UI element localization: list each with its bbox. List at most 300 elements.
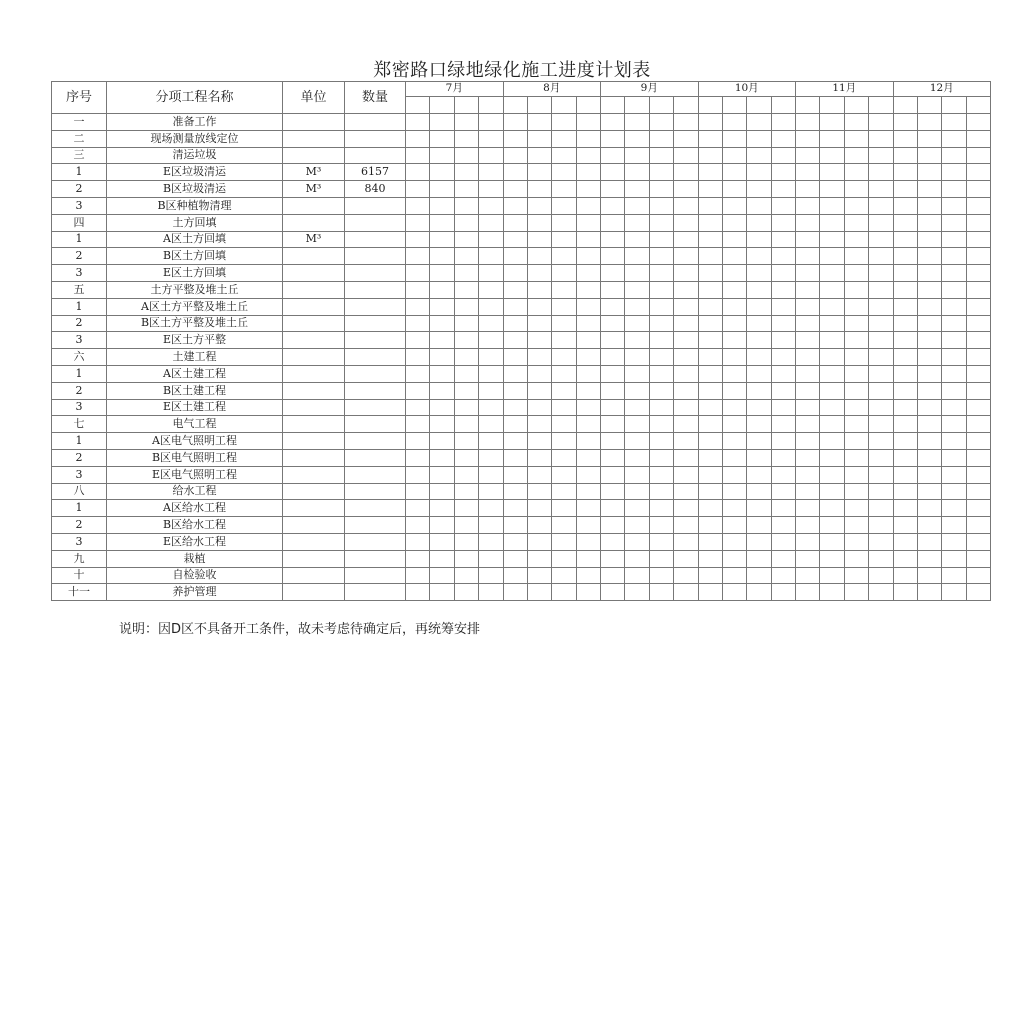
schedule-cell xyxy=(576,248,600,265)
schedule-cell xyxy=(552,298,576,315)
schedule-cell xyxy=(796,349,820,366)
schedule-cell xyxy=(674,517,698,534)
schedule-cell xyxy=(503,584,527,601)
schedule-cell xyxy=(917,500,941,517)
schedule-cell xyxy=(966,231,990,248)
schedule-cell xyxy=(479,298,503,315)
schedule-cell xyxy=(966,164,990,181)
schedule-cell xyxy=(625,147,649,164)
schedule-cell xyxy=(893,248,917,265)
schedule-cell xyxy=(893,298,917,315)
row-quantity xyxy=(345,382,406,399)
schedule-cell xyxy=(479,181,503,198)
schedule-cell xyxy=(503,281,527,298)
row-item-name: 养护管理 xyxy=(107,584,283,601)
footnote: 说明：因D区不具备开工条件，故未考虑待确定后，再统筹安排 xyxy=(119,622,481,637)
schedule-cell xyxy=(479,466,503,483)
schedule-cell xyxy=(576,315,600,332)
schedule-cell xyxy=(820,214,844,231)
schedule-cell xyxy=(527,550,551,567)
table-row xyxy=(52,449,991,466)
schedule-cell xyxy=(649,214,673,231)
schedule-cell xyxy=(406,550,430,567)
schedule-cell xyxy=(796,399,820,416)
schedule-cell xyxy=(771,130,795,147)
schedule-cell xyxy=(674,248,698,265)
schedule-cell xyxy=(942,130,966,147)
row-item-name: 栽植 xyxy=(107,550,283,567)
schedule-cell xyxy=(406,248,430,265)
schedule-cell xyxy=(722,533,746,550)
schedule-cell xyxy=(552,114,576,131)
schedule-cell xyxy=(406,315,430,332)
row-seq: 3 xyxy=(52,399,107,416)
schedule-cell xyxy=(479,114,503,131)
schedule-cell xyxy=(430,567,454,584)
schedule-cell xyxy=(430,365,454,382)
schedule-cell xyxy=(722,130,746,147)
schedule-cell xyxy=(942,231,966,248)
schedule-cell xyxy=(503,382,527,399)
schedule-cell xyxy=(771,399,795,416)
schedule-cell xyxy=(527,433,551,450)
schedule-cell xyxy=(771,164,795,181)
schedule-cell xyxy=(771,500,795,517)
schedule-cell xyxy=(601,130,625,147)
schedule-cell xyxy=(479,433,503,450)
schedule-cell xyxy=(649,584,673,601)
schedule-cell xyxy=(942,197,966,214)
schedule-cell xyxy=(796,164,820,181)
schedule-cell xyxy=(747,332,771,349)
schedule-cell xyxy=(844,281,868,298)
schedule-cell xyxy=(820,483,844,500)
schedule-cell xyxy=(698,567,722,584)
schedule-cell xyxy=(576,449,600,466)
schedule-cell xyxy=(844,550,868,567)
row-seq: 三 xyxy=(52,147,107,164)
table-row xyxy=(52,248,991,265)
schedule-cell xyxy=(893,164,917,181)
schedule-cell xyxy=(844,265,868,282)
row-quantity xyxy=(345,533,406,550)
period-header-cell xyxy=(527,97,551,114)
schedule-cell xyxy=(869,130,893,147)
schedule-cell xyxy=(942,500,966,517)
row-seq: 2 xyxy=(52,181,107,198)
schedule-cell xyxy=(576,365,600,382)
schedule-cell xyxy=(747,584,771,601)
schedule-cell xyxy=(552,584,576,601)
schedule-cell xyxy=(527,265,551,282)
schedule-cell xyxy=(601,449,625,466)
schedule-cell xyxy=(844,433,868,450)
schedule-cell xyxy=(747,114,771,131)
schedule-cell xyxy=(722,214,746,231)
schedule-cell xyxy=(674,332,698,349)
schedule-cell xyxy=(942,147,966,164)
schedule-cell xyxy=(869,584,893,601)
schedule-cell xyxy=(820,147,844,164)
schedule-cell xyxy=(893,265,917,282)
schedule-cell xyxy=(771,483,795,500)
row-unit xyxy=(283,197,345,214)
schedule-cell xyxy=(406,483,430,500)
schedule-cell xyxy=(552,265,576,282)
schedule-cell xyxy=(747,365,771,382)
schedule-cell xyxy=(747,164,771,181)
schedule-cell xyxy=(503,416,527,433)
schedule-cell xyxy=(747,298,771,315)
schedule-cell xyxy=(430,197,454,214)
schedule-cell xyxy=(576,265,600,282)
period-header-cell xyxy=(479,97,503,114)
schedule-cell xyxy=(844,315,868,332)
schedule-cell xyxy=(796,114,820,131)
schedule-cell xyxy=(674,114,698,131)
schedule-cell xyxy=(430,449,454,466)
row-unit xyxy=(283,265,345,282)
schedule-cell xyxy=(747,231,771,248)
schedule-cell xyxy=(942,382,966,399)
schedule-cell xyxy=(966,130,990,147)
schedule-cell xyxy=(747,517,771,534)
schedule-cell xyxy=(966,433,990,450)
schedule-cell xyxy=(625,382,649,399)
schedule-cell xyxy=(625,315,649,332)
schedule-cell xyxy=(454,231,478,248)
schedule-cell xyxy=(869,500,893,517)
schedule-cell xyxy=(576,164,600,181)
schedule-cell xyxy=(576,349,600,366)
schedule-cell xyxy=(503,533,527,550)
schedule-cell xyxy=(698,517,722,534)
schedule-cell xyxy=(917,164,941,181)
schedule-cell xyxy=(844,449,868,466)
schedule-cell xyxy=(576,231,600,248)
table-row xyxy=(52,332,991,349)
schedule-cell xyxy=(966,197,990,214)
schedule-cell xyxy=(406,130,430,147)
schedule-cell xyxy=(454,500,478,517)
schedule-cell xyxy=(601,164,625,181)
schedule-cell xyxy=(503,365,527,382)
schedule-cell xyxy=(625,349,649,366)
schedule-cell xyxy=(747,399,771,416)
schedule-cell xyxy=(820,332,844,349)
schedule-cell xyxy=(601,483,625,500)
schedule-cell xyxy=(527,332,551,349)
schedule-cell xyxy=(454,382,478,399)
schedule-cell xyxy=(576,533,600,550)
schedule-cell xyxy=(649,332,673,349)
schedule-cell xyxy=(869,567,893,584)
row-seq: 1 xyxy=(52,433,107,450)
schedule-cell xyxy=(893,517,917,534)
schedule-cell xyxy=(722,164,746,181)
schedule-cell xyxy=(430,315,454,332)
row-item-name: B区垃圾清运 xyxy=(107,181,283,198)
schedule-cell xyxy=(527,130,551,147)
schedule-cell xyxy=(893,349,917,366)
schedule-cell xyxy=(576,147,600,164)
schedule-cell xyxy=(527,399,551,416)
row-unit xyxy=(283,567,345,584)
schedule-cell xyxy=(576,550,600,567)
row-unit xyxy=(283,533,345,550)
schedule-cell xyxy=(430,433,454,450)
schedule-cell xyxy=(747,315,771,332)
schedule-cell xyxy=(552,281,576,298)
row-seq: 1 xyxy=(52,500,107,517)
schedule-cell xyxy=(942,248,966,265)
schedule-cell xyxy=(430,483,454,500)
schedule-cell xyxy=(552,517,576,534)
month-header: 7月 xyxy=(406,82,504,97)
schedule-cell xyxy=(844,533,868,550)
schedule-cell xyxy=(796,365,820,382)
row-unit xyxy=(283,130,345,147)
schedule-cell xyxy=(820,231,844,248)
schedule-cell xyxy=(406,382,430,399)
schedule-cell xyxy=(722,181,746,198)
schedule-cell xyxy=(844,164,868,181)
schedule-cell xyxy=(893,483,917,500)
schedule-cell xyxy=(796,315,820,332)
schedule-cell xyxy=(966,281,990,298)
schedule-cell xyxy=(454,349,478,366)
row-item-name: B区土建工程 xyxy=(107,382,283,399)
schedule-cell xyxy=(942,281,966,298)
schedule-cell xyxy=(966,298,990,315)
schedule-cell xyxy=(527,147,551,164)
schedule-cell xyxy=(552,332,576,349)
schedule-cell xyxy=(917,265,941,282)
schedule-cell xyxy=(674,466,698,483)
schedule-cell xyxy=(479,567,503,584)
schedule-cell xyxy=(503,214,527,231)
schedule-cell xyxy=(796,231,820,248)
schedule-cell xyxy=(942,584,966,601)
schedule-cell xyxy=(430,517,454,534)
table-body xyxy=(52,114,991,601)
schedule-cell xyxy=(430,130,454,147)
schedule-cell xyxy=(722,248,746,265)
schedule-cell xyxy=(430,416,454,433)
schedule-cell xyxy=(601,416,625,433)
schedule-cell xyxy=(869,382,893,399)
schedule-cell xyxy=(552,315,576,332)
row-quantity: 6157 xyxy=(345,164,406,181)
schedule-cell xyxy=(796,449,820,466)
schedule-cell xyxy=(649,147,673,164)
row-item-name: E区电气照明工程 xyxy=(107,466,283,483)
month-header: 11月 xyxy=(796,82,894,97)
schedule-cell xyxy=(576,382,600,399)
schedule-cell xyxy=(454,483,478,500)
schedule-cell xyxy=(552,164,576,181)
schedule-cell xyxy=(406,399,430,416)
schedule-cell xyxy=(625,114,649,131)
month-header: 10月 xyxy=(698,82,796,97)
schedule-cell xyxy=(674,214,698,231)
schedule-cell xyxy=(722,449,746,466)
schedule-cell xyxy=(796,298,820,315)
schedule-cell xyxy=(893,214,917,231)
month-header: 9月 xyxy=(601,82,699,97)
table-row xyxy=(52,382,991,399)
schedule-cell xyxy=(917,315,941,332)
schedule-cell xyxy=(576,567,600,584)
schedule-cell xyxy=(625,164,649,181)
table-row xyxy=(52,214,991,231)
schedule-cell xyxy=(601,281,625,298)
schedule-cell xyxy=(454,517,478,534)
schedule-cell xyxy=(479,281,503,298)
schedule-cell xyxy=(893,365,917,382)
schedule-cell xyxy=(479,584,503,601)
schedule-cell xyxy=(601,399,625,416)
schedule-cell xyxy=(893,231,917,248)
schedule-cell xyxy=(406,114,430,131)
schedule-cell xyxy=(966,265,990,282)
schedule-cell xyxy=(820,399,844,416)
schedule-cell xyxy=(674,500,698,517)
row-item-name: B区土方平整及堆土丘 xyxy=(107,315,283,332)
schedule-cell xyxy=(771,281,795,298)
schedule-cell xyxy=(674,147,698,164)
schedule-cell xyxy=(966,214,990,231)
schedule-cell xyxy=(625,550,649,567)
schedule-cell xyxy=(722,500,746,517)
schedule-cell xyxy=(942,365,966,382)
schedule-cell xyxy=(966,517,990,534)
schedule-cell xyxy=(503,449,527,466)
schedule-cell xyxy=(503,164,527,181)
schedule-cell xyxy=(552,433,576,450)
schedule-cell xyxy=(454,365,478,382)
schedule-cell xyxy=(893,147,917,164)
row-unit xyxy=(283,399,345,416)
schedule-cell xyxy=(698,147,722,164)
schedule-cell xyxy=(479,449,503,466)
schedule-cell xyxy=(698,365,722,382)
period-header-cell xyxy=(625,97,649,114)
period-header-cell xyxy=(601,97,625,114)
schedule-cell xyxy=(844,483,868,500)
schedule-cell xyxy=(479,550,503,567)
schedule-cell xyxy=(625,332,649,349)
schedule-cell xyxy=(698,315,722,332)
schedule-cell xyxy=(625,533,649,550)
table-row xyxy=(52,500,991,517)
schedule-cell xyxy=(601,114,625,131)
schedule-cell xyxy=(917,433,941,450)
schedule-cell xyxy=(698,197,722,214)
schedule-cell xyxy=(771,416,795,433)
schedule-cell xyxy=(820,533,844,550)
schedule-cell xyxy=(747,533,771,550)
schedule-cell xyxy=(917,214,941,231)
schedule-cell xyxy=(454,315,478,332)
row-quantity xyxy=(345,517,406,534)
schedule-cell xyxy=(747,248,771,265)
row-item-name: 土建工程 xyxy=(107,349,283,366)
schedule-cell xyxy=(552,399,576,416)
schedule-cell xyxy=(503,567,527,584)
schedule-cell xyxy=(844,584,868,601)
schedule-cell xyxy=(479,483,503,500)
schedule-cell xyxy=(796,433,820,450)
schedule-cell xyxy=(527,231,551,248)
schedule-cell xyxy=(966,181,990,198)
schedule-cell xyxy=(479,214,503,231)
row-quantity xyxy=(345,281,406,298)
row-item-name: B区土方回填 xyxy=(107,248,283,265)
table-row xyxy=(52,517,991,534)
schedule-cell xyxy=(893,181,917,198)
table-row xyxy=(52,315,991,332)
schedule-cell xyxy=(869,298,893,315)
schedule-cell xyxy=(771,265,795,282)
schedule-cell xyxy=(893,281,917,298)
schedule-cell xyxy=(406,164,430,181)
row-unit xyxy=(283,315,345,332)
schedule-cell xyxy=(552,466,576,483)
schedule-cell xyxy=(893,114,917,131)
schedule-cell xyxy=(771,214,795,231)
schedule-cell xyxy=(869,197,893,214)
row-seq: 3 xyxy=(52,533,107,550)
schedule-cell xyxy=(527,584,551,601)
row-item-name: 准备工作 xyxy=(107,114,283,131)
schedule-cell xyxy=(942,181,966,198)
schedule-cell xyxy=(649,248,673,265)
schedule-cell xyxy=(771,365,795,382)
schedule-cell xyxy=(917,399,941,416)
table-header xyxy=(52,82,991,114)
schedule-cell xyxy=(454,281,478,298)
schedule-cell xyxy=(869,281,893,298)
table-row xyxy=(52,533,991,550)
schedule-cell xyxy=(722,231,746,248)
schedule-cell xyxy=(552,567,576,584)
schedule-cell xyxy=(747,382,771,399)
schedule-cell xyxy=(917,248,941,265)
schedule-cell xyxy=(454,433,478,450)
schedule-cell xyxy=(698,449,722,466)
schedule-cell xyxy=(601,466,625,483)
schedule-cell xyxy=(869,399,893,416)
schedule-cell xyxy=(527,181,551,198)
schedule-cell xyxy=(454,416,478,433)
schedule-cell xyxy=(576,466,600,483)
schedule-cell xyxy=(601,315,625,332)
schedule-cell xyxy=(844,349,868,366)
schedule-cell xyxy=(942,349,966,366)
schedule-cell xyxy=(454,181,478,198)
schedule-cell xyxy=(722,517,746,534)
schedule-cell xyxy=(454,332,478,349)
schedule-cell xyxy=(430,147,454,164)
schedule-cell xyxy=(893,466,917,483)
row-unit xyxy=(283,466,345,483)
schedule-cell xyxy=(966,399,990,416)
period-header-cell xyxy=(796,97,820,114)
header-qty: 数量 xyxy=(345,82,406,114)
schedule-cell xyxy=(674,130,698,147)
schedule-cell xyxy=(917,281,941,298)
